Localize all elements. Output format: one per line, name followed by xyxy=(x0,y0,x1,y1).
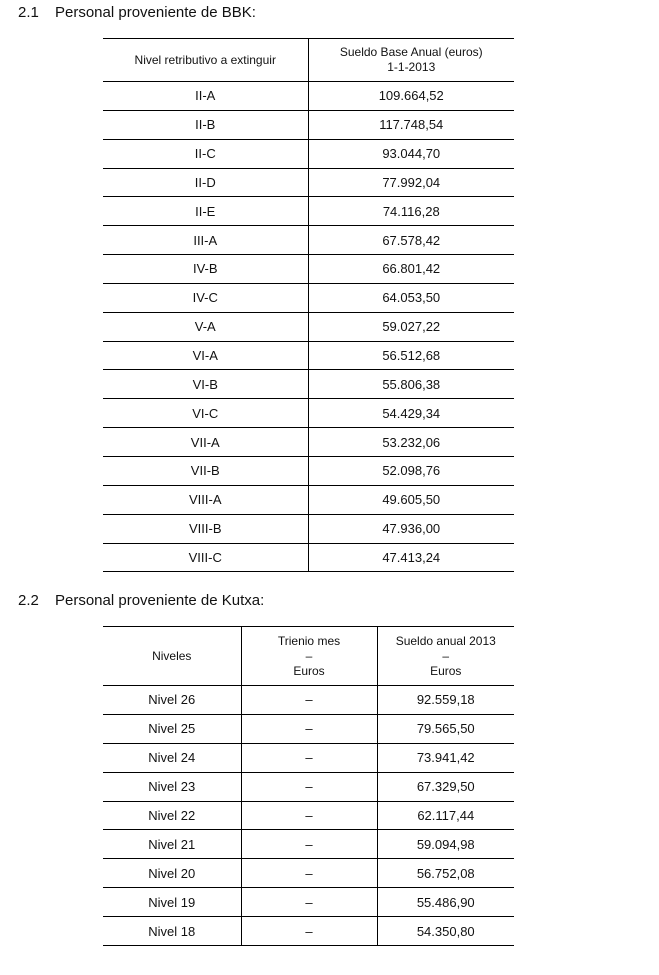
section-heading-kutxa xyxy=(18,592,264,609)
salary-cell: 67.329,50 xyxy=(377,772,514,801)
salary-cell: 59.094,98 xyxy=(377,830,514,859)
level-cell: II-D xyxy=(103,168,308,197)
table-row xyxy=(103,168,514,197)
salary-cell: 47.936,00 xyxy=(308,514,514,543)
table-row xyxy=(103,399,514,428)
salary-cell: 56.752,08 xyxy=(377,859,514,888)
header-line: Sueldo anual 2013 xyxy=(395,633,496,648)
level-cell: VIII-B xyxy=(103,514,308,543)
level-cell: VIII-C xyxy=(103,543,308,572)
level-cell: Nivel 18 xyxy=(103,917,241,946)
table-row xyxy=(103,514,514,543)
table-row xyxy=(103,82,514,111)
level-cell: Nivel 23 xyxy=(103,772,241,801)
level-cell: II-A xyxy=(103,82,308,111)
trienio-cell: – xyxy=(241,801,377,830)
table-row xyxy=(103,859,514,888)
table-row xyxy=(103,110,514,139)
trienio-cell: – xyxy=(241,859,377,888)
salary-cell: 55.486,90 xyxy=(377,888,514,917)
table-row xyxy=(103,283,514,312)
table-row xyxy=(103,830,514,859)
level-cell: Nivel 20 xyxy=(103,859,241,888)
column-header-annual-salary xyxy=(377,627,514,686)
table-row xyxy=(103,456,514,485)
column-header-levels: Niveles xyxy=(103,627,241,686)
table-row xyxy=(103,255,514,284)
table-row xyxy=(103,543,514,572)
trienio-cell: – xyxy=(241,686,377,715)
salary-cell: 47.413,24 xyxy=(382,549,441,565)
header-line: Sueldo Base Anual (euros) xyxy=(339,45,483,59)
table-row xyxy=(103,370,514,399)
table-header-row xyxy=(103,39,514,82)
trienio-cell: – xyxy=(241,888,377,917)
salary-cell: 74.116,28 xyxy=(308,197,514,226)
salary-cell: 53.232,06 xyxy=(308,428,514,457)
salary-cell: 77.992,04 xyxy=(308,168,514,197)
table-row xyxy=(103,485,514,514)
level-cell: VI-B xyxy=(103,370,308,399)
level-cell: VII-A xyxy=(103,428,308,457)
table-row xyxy=(103,312,514,341)
salary-cell: 93.044,70 xyxy=(308,139,514,168)
level-cell: IV-C xyxy=(103,283,308,312)
level-cell: II-B xyxy=(103,110,308,139)
salary-cell: 59.027,22 xyxy=(308,312,514,341)
level-cell: VI-A xyxy=(103,341,308,370)
salary-cell: 92.559,18 xyxy=(377,686,514,715)
section-heading-bbk xyxy=(18,4,256,21)
level-cell: Nivel 19 xyxy=(103,888,241,917)
salary-cell: 66.801,42 xyxy=(308,255,514,284)
table-row xyxy=(103,772,514,801)
table-row xyxy=(103,139,514,168)
level-cell: II-C xyxy=(103,139,308,168)
salary-cell: 49.605,50 xyxy=(308,485,514,514)
salary-cell: 56.512,68 xyxy=(308,341,514,370)
salary-cell: 62.117,44 xyxy=(377,801,514,830)
section-title: Personal proveniente de BBK: xyxy=(55,4,256,21)
table-row xyxy=(103,714,514,743)
salary-cell: 52.098,76 xyxy=(308,456,514,485)
table-row xyxy=(103,428,514,457)
trienio-cell: – xyxy=(241,772,377,801)
table-row xyxy=(103,743,514,772)
salary-cell: 54.350,80 xyxy=(416,923,475,939)
salary-cell: 117.748,54 xyxy=(308,110,514,139)
column-header-trienio xyxy=(241,627,377,686)
level-cell: Nivel 24 xyxy=(103,743,241,772)
trienio-cell: – xyxy=(241,830,377,859)
section-number: 2.2 xyxy=(18,592,39,609)
salary-cell: 64.053,50 xyxy=(308,283,514,312)
column-header-salary xyxy=(308,39,514,82)
level-cell: Nivel 26 xyxy=(103,686,241,715)
level-cell: VII-B xyxy=(103,456,308,485)
salary-cell: 79.565,50 xyxy=(377,714,514,743)
salary-cell: 54.429,34 xyxy=(308,399,514,428)
level-cell: IV-B xyxy=(103,255,308,284)
table-row xyxy=(103,686,514,715)
trienio-cell: – xyxy=(241,714,377,743)
salary-cell: 55.806,38 xyxy=(308,370,514,399)
table-header-row xyxy=(103,627,514,686)
trienio-cell: – xyxy=(241,743,377,772)
section-title: Personal proveniente de Kutxa: xyxy=(55,592,265,609)
header-line: 1-1-2013 xyxy=(387,60,436,74)
header-line: – xyxy=(442,648,450,663)
kutxa-salary-table xyxy=(103,626,514,946)
header-line: Euros xyxy=(430,663,462,678)
table-row xyxy=(103,226,514,255)
header-line: Trienio mes xyxy=(277,633,341,648)
level-cell: III-A xyxy=(103,226,308,255)
level-cell: VIII-A xyxy=(103,485,308,514)
table-row xyxy=(103,341,514,370)
salary-cell: 73.941,42 xyxy=(377,743,514,772)
bbk-salary-table xyxy=(103,38,514,572)
level-cell: V-A xyxy=(103,312,308,341)
table-row xyxy=(103,801,514,830)
level-cell: Nivel 25 xyxy=(103,714,241,743)
header-line: – xyxy=(305,648,313,663)
level-cell: II-E xyxy=(103,197,308,226)
salary-cell: 67.578,42 xyxy=(308,226,514,255)
level-cell: Nivel 21 xyxy=(103,830,241,859)
level-cell: Nivel 22 xyxy=(103,801,241,830)
header-line: Euros xyxy=(293,663,325,678)
salary-cell: 109.664,52 xyxy=(308,82,514,111)
table-row xyxy=(103,197,514,226)
table-row xyxy=(103,888,514,917)
column-header-level: Nivel retributivo a extinguir xyxy=(103,39,308,82)
section-number: 2.1 xyxy=(18,4,39,21)
table-row xyxy=(103,917,514,946)
trienio-cell: – xyxy=(241,917,377,946)
level-cell: VI-C xyxy=(103,399,308,428)
